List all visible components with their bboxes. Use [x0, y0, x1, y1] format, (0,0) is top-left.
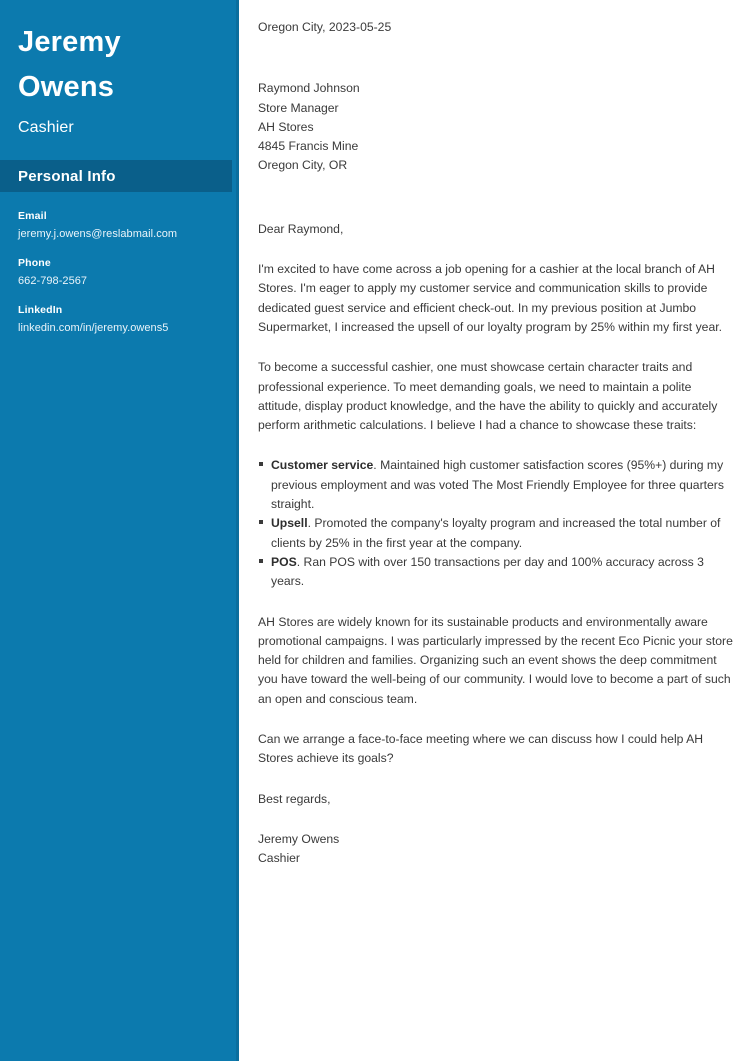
- email-value[interactable]: jeremy.j.owens@reslabmail.com: [18, 228, 178, 240]
- bullet-text: . Maintained high customer satisfaction scores (95%+) during my previous employment and was voted The Most Friendly Employee for three quarters straight.: [271, 458, 724, 512]
- candidate-first-name: Jeremy: [18, 26, 121, 58]
- body-paragraph-1: I'm excited to have come across a job opening for a cashier at the local branch of AH Stores. I'm eager to apply my customer service and communication skills to provide dedicated guest service and efficient check-out. In my previous position at Jumbo Supermarket, I increased the upsell of our loyalty program by 25% within my first year.: [258, 262, 723, 334]
- candidate-job-title: Cashier: [18, 119, 74, 136]
- bullet-text: . Ran POS with over 150 transactions per day and 100% accuracy across 3 years.: [271, 554, 704, 589]
- date-line: Oregon City, 2023-05-25: [258, 20, 392, 34]
- recipient-street: 4845 Francis Mine: [258, 139, 359, 154]
- signature-name: Jeremy Owens: [258, 831, 340, 846]
- signature-title: Cashier: [258, 851, 300, 866]
- candidate-name-block: [0, 0, 236, 139]
- phone-label: Phone: [18, 257, 51, 269]
- bullet-square-icon: [259, 520, 263, 524]
- letter-body: [258, 18, 736, 869]
- bullet-term: POS: [271, 554, 297, 569]
- contact-item-phone: [18, 256, 218, 289]
- linkedin-value[interactable]: linkedin.com/in/jeremy.owens5: [18, 322, 169, 334]
- body-paragraph-2: To become a successful cashier, one must showcase certain character traits and professional experience. To meet demanding goals, we need to maintain a polite attitude, display product knowledge, and the have the ability to quickly and accurately perform arithmetic calculations. I believe I had a chance to showcase these traits:: [258, 360, 718, 433]
- recipient-city-state: Oregon City, OR: [258, 158, 348, 173]
- signature-block: [258, 830, 736, 869]
- linkedin-label: LinkedIn: [18, 304, 63, 316]
- phone-value[interactable]: 662-798-2567: [18, 275, 88, 287]
- bullet-term: Upsell: [271, 516, 308, 531]
- closing-line: Best regards,: [258, 791, 331, 806]
- email-label: Email: [18, 210, 47, 222]
- bullet-text: . Promoted the company's loyalty program and increased the total number of clients by 25% in the first year at the company.: [271, 516, 721, 550]
- personal-info-label: Personal Info: [18, 167, 116, 185]
- list-item: [258, 514, 736, 553]
- bullet-square-icon: [259, 559, 263, 563]
- recipient-name: Raymond Johnson: [258, 81, 360, 96]
- body-paragraph-3: AH Stores are widely known for its sustainable products and environmentally aware promotional campaigns. I was particularly impressed by the recent Eco Picnic your store held for children and families. Organizing such an event shows the deep commitment you have toward the well-being of our community. I would love to become a part of such an open and conscious team.: [258, 614, 733, 706]
- list-item: [258, 456, 736, 514]
- qualification-bullet-list: [258, 456, 736, 591]
- contact-list: [0, 192, 236, 336]
- body-paragraph-4: Can we arrange a face-to-face meeting where we can discuss how I could help AH Stores achieve its goals?: [258, 732, 704, 766]
- candidate-last-name: Owens: [18, 71, 115, 103]
- bullet-term: Customer service: [271, 458, 374, 473]
- personal-info-section-header: [0, 160, 232, 192]
- sidebar: [0, 0, 239, 1061]
- salutation: Dear Raymond,: [258, 221, 344, 236]
- recipient-title: Store Manager: [258, 100, 339, 115]
- recipient-company: AH Stores: [258, 119, 314, 134]
- recipient-address-block: [258, 79, 736, 175]
- bullet-square-icon: [259, 462, 263, 466]
- contact-item-email: [18, 209, 218, 242]
- contact-item-linkedin: [18, 303, 218, 336]
- list-item: [258, 553, 736, 592]
